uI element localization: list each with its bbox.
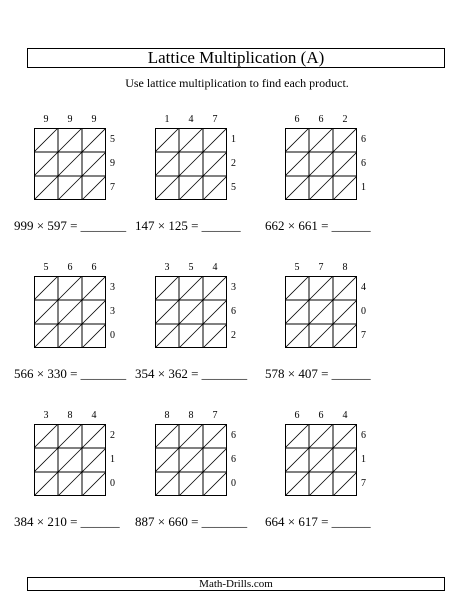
top-digit: 8 (188, 410, 194, 421)
top-digit: 1 (164, 114, 170, 125)
grid-diagonal (58, 128, 82, 152)
top-digit: 3 (164, 262, 170, 273)
top-digit: 8 (164, 410, 170, 421)
grid-diagonal (285, 324, 309, 348)
grid-diagonal (309, 424, 333, 448)
lattice-problem (135, 114, 275, 244)
lattice-grid (34, 128, 106, 200)
grid-diagonal (155, 176, 179, 200)
lattice-problem (135, 262, 275, 392)
lattice-svg (34, 424, 106, 496)
top-digit: 6 (318, 114, 324, 125)
lattice-svg (155, 276, 227, 348)
grid-diagonal (179, 176, 203, 200)
grid-diagonal (34, 300, 58, 324)
grid-diagonal (285, 152, 309, 176)
equation: 887 × 660 = _______ (135, 514, 248, 529)
footer (27, 577, 445, 591)
grid-diagonal (179, 300, 203, 324)
right-digit: 6 (231, 306, 236, 317)
grid-diagonal (58, 152, 82, 176)
right-digits (110, 424, 122, 496)
grid-diagonal (333, 472, 357, 496)
right-digits (361, 276, 373, 348)
lattice-svg (285, 424, 357, 496)
grid-diagonal (82, 176, 106, 200)
top-digits (155, 114, 227, 125)
grid-diagonal (58, 300, 82, 324)
right-digit: 2 (231, 158, 236, 169)
grid-diagonal (155, 128, 179, 152)
lattice-svg (285, 128, 357, 200)
right-digits (231, 276, 243, 348)
right-digit: 5 (110, 134, 115, 145)
top-digit: 7 (318, 262, 324, 273)
grid-diagonal (333, 152, 357, 176)
right-digit: 0 (110, 330, 115, 341)
grid-diagonal (203, 448, 227, 472)
grid-diagonal (58, 448, 82, 472)
lattice-problem (14, 262, 154, 392)
grid-diagonal (155, 424, 179, 448)
top-digit: 8 (67, 410, 73, 421)
top-digits (285, 410, 357, 421)
top-digit: 2 (342, 114, 348, 125)
lattice-problem (265, 114, 405, 244)
grid-diagonal (34, 424, 58, 448)
right-digit: 2 (231, 330, 236, 341)
equation: 662 × 661 = ______ (265, 218, 371, 233)
title-text: Lattice Multiplication (A) (147, 48, 325, 67)
grid-diagonal (58, 276, 82, 300)
top-digit: 4 (188, 114, 194, 125)
grid-diagonal (58, 324, 82, 348)
top-digit: 5 (294, 262, 300, 273)
top-digit: 4 (342, 410, 348, 421)
right-digit: 6 (361, 430, 366, 441)
lattice-grid (285, 276, 357, 348)
lattice-grid (34, 424, 106, 496)
grid-diagonal (82, 448, 106, 472)
equation: 566 × 330 = _______ (14, 366, 127, 381)
grid-diagonal (82, 300, 106, 324)
top-digits (155, 410, 227, 421)
grid-diagonal (285, 472, 309, 496)
right-digit: 6 (361, 158, 366, 169)
grid-diagonal (333, 324, 357, 348)
right-digit: 2 (110, 430, 115, 441)
grid-diagonal (155, 276, 179, 300)
grid-diagonal (203, 152, 227, 176)
top-digit: 5 (43, 262, 49, 273)
top-digit: 9 (43, 114, 49, 125)
lattice-svg (34, 276, 106, 348)
top-digit: 9 (67, 114, 73, 125)
right-digit: 6 (231, 454, 236, 465)
grid-diagonal (309, 128, 333, 152)
grid-diagonal (333, 300, 357, 324)
equation: 999 × 597 = _______ (14, 218, 127, 233)
right-digit: 6 (361, 134, 366, 145)
right-digit: 7 (361, 478, 366, 489)
top-digit: 5 (188, 262, 194, 273)
grid-diagonal (203, 324, 227, 348)
right-digit: 7 (361, 330, 366, 341)
right-digits (361, 424, 373, 496)
top-digit: 6 (67, 262, 73, 273)
grid-diagonal (285, 276, 309, 300)
top-digit: 8 (342, 262, 348, 273)
grid-diagonal (333, 276, 357, 300)
grid-diagonal (155, 300, 179, 324)
grid-diagonal (309, 324, 333, 348)
equation: 664 × 617 = ______ (265, 514, 371, 529)
grid-diagonal (333, 448, 357, 472)
lattice-problem (14, 410, 154, 540)
top-digit: 7 (212, 410, 218, 421)
equation: 384 × 210 = ______ (14, 514, 120, 529)
top-digit: 6 (91, 262, 97, 273)
grid-diagonal (179, 276, 203, 300)
top-digit: 6 (294, 114, 300, 125)
right-digit: 3 (110, 306, 115, 317)
grid-diagonal (333, 424, 357, 448)
top-digit: 6 (294, 410, 300, 421)
right-digit: 3 (231, 282, 236, 293)
lattice-grid (155, 424, 227, 496)
grid-diagonal (155, 324, 179, 348)
grid-diagonal (309, 276, 333, 300)
right-digit: 4 (361, 282, 366, 293)
equation: 354 × 362 = _______ (135, 366, 248, 381)
grid-diagonal (82, 152, 106, 176)
equation: 578 × 407 = ______ (265, 366, 371, 381)
instructions: Use lattice multiplication to find each product. (125, 76, 349, 90)
top-digits (34, 114, 106, 125)
lattice-grid (155, 128, 227, 200)
grid-diagonal (34, 324, 58, 348)
top-digit: 9 (91, 114, 97, 125)
right-digit: 1 (231, 134, 236, 145)
top-digit: 3 (43, 410, 49, 421)
grid-diagonal (58, 424, 82, 448)
grid-diagonal (179, 152, 203, 176)
top-digit: 4 (212, 262, 218, 273)
grid-diagonal (34, 472, 58, 496)
grid-diagonal (34, 128, 58, 152)
right-digit: 0 (361, 306, 366, 317)
grid-diagonal (179, 448, 203, 472)
grid-diagonal (285, 448, 309, 472)
right-digit: 3 (110, 282, 115, 293)
grid-diagonal (285, 424, 309, 448)
top-digits (285, 262, 357, 273)
grid-diagonal (333, 176, 357, 200)
grid-diagonal (82, 276, 106, 300)
right-digits (110, 276, 122, 348)
grid-diagonal (203, 176, 227, 200)
grid-diagonal (203, 472, 227, 496)
worksheet-title (27, 48, 445, 68)
lattice-svg (155, 424, 227, 496)
lattice-problem (265, 410, 405, 540)
right-digit: 5 (231, 182, 236, 193)
right-digit: 0 (231, 478, 236, 489)
lattice-grid (285, 424, 357, 496)
grid-diagonal (155, 472, 179, 496)
right-digit: 1 (110, 454, 115, 465)
grid-diagonal (285, 128, 309, 152)
right-digit: 1 (361, 454, 366, 465)
grid-diagonal (309, 472, 333, 496)
equation: 147 × 125 = ______ (135, 218, 241, 233)
grid-diagonal (34, 276, 58, 300)
grid-diagonal (179, 472, 203, 496)
top-digits (34, 262, 106, 273)
grid-diagonal (203, 276, 227, 300)
grid-diagonal (203, 128, 227, 152)
lattice-svg (285, 276, 357, 348)
lattice-grid (34, 276, 106, 348)
grid-diagonal (179, 128, 203, 152)
grid-diagonal (34, 152, 58, 176)
lattice-grid (155, 276, 227, 348)
grid-diagonal (285, 176, 309, 200)
grid-diagonal (285, 300, 309, 324)
grid-diagonal (203, 300, 227, 324)
grid-diagonal (155, 448, 179, 472)
right-digit: 6 (231, 430, 236, 441)
grid-diagonal (203, 424, 227, 448)
grid-diagonal (179, 424, 203, 448)
right-digit: 7 (110, 182, 115, 193)
grid-diagonal (34, 176, 58, 200)
grid-diagonal (179, 324, 203, 348)
grid-diagonal (309, 300, 333, 324)
right-digit: 0 (110, 478, 115, 489)
lattice-grid (285, 128, 357, 200)
grid-diagonal (82, 424, 106, 448)
lattice-svg (155, 128, 227, 200)
top-digit: 4 (91, 410, 97, 421)
grid-diagonal (309, 176, 333, 200)
lattice-svg (34, 128, 106, 200)
grid-diagonal (82, 324, 106, 348)
right-digits (231, 128, 243, 200)
grid-diagonal (155, 152, 179, 176)
right-digit: 9 (110, 158, 115, 169)
lattice-problem (135, 410, 275, 540)
grid-diagonal (34, 448, 58, 472)
lattice-problem (14, 114, 154, 244)
footer-text: Math-Drills.com (199, 578, 273, 590)
grid-diagonal (58, 176, 82, 200)
grid-diagonal (82, 472, 106, 496)
grid-diagonal (309, 448, 333, 472)
right-digits (110, 128, 122, 200)
grid-diagonal (309, 152, 333, 176)
lattice-problem (265, 262, 405, 392)
right-digits (231, 424, 243, 496)
grid-diagonal (333, 128, 357, 152)
grid-diagonal (82, 128, 106, 152)
top-digits (155, 262, 227, 273)
top-digits (285, 114, 357, 125)
top-digits (34, 410, 106, 421)
grid-diagonal (58, 472, 82, 496)
right-digits (361, 128, 373, 200)
right-digit: 1 (361, 182, 366, 193)
top-digit: 6 (318, 410, 324, 421)
top-digit: 7 (212, 114, 218, 125)
